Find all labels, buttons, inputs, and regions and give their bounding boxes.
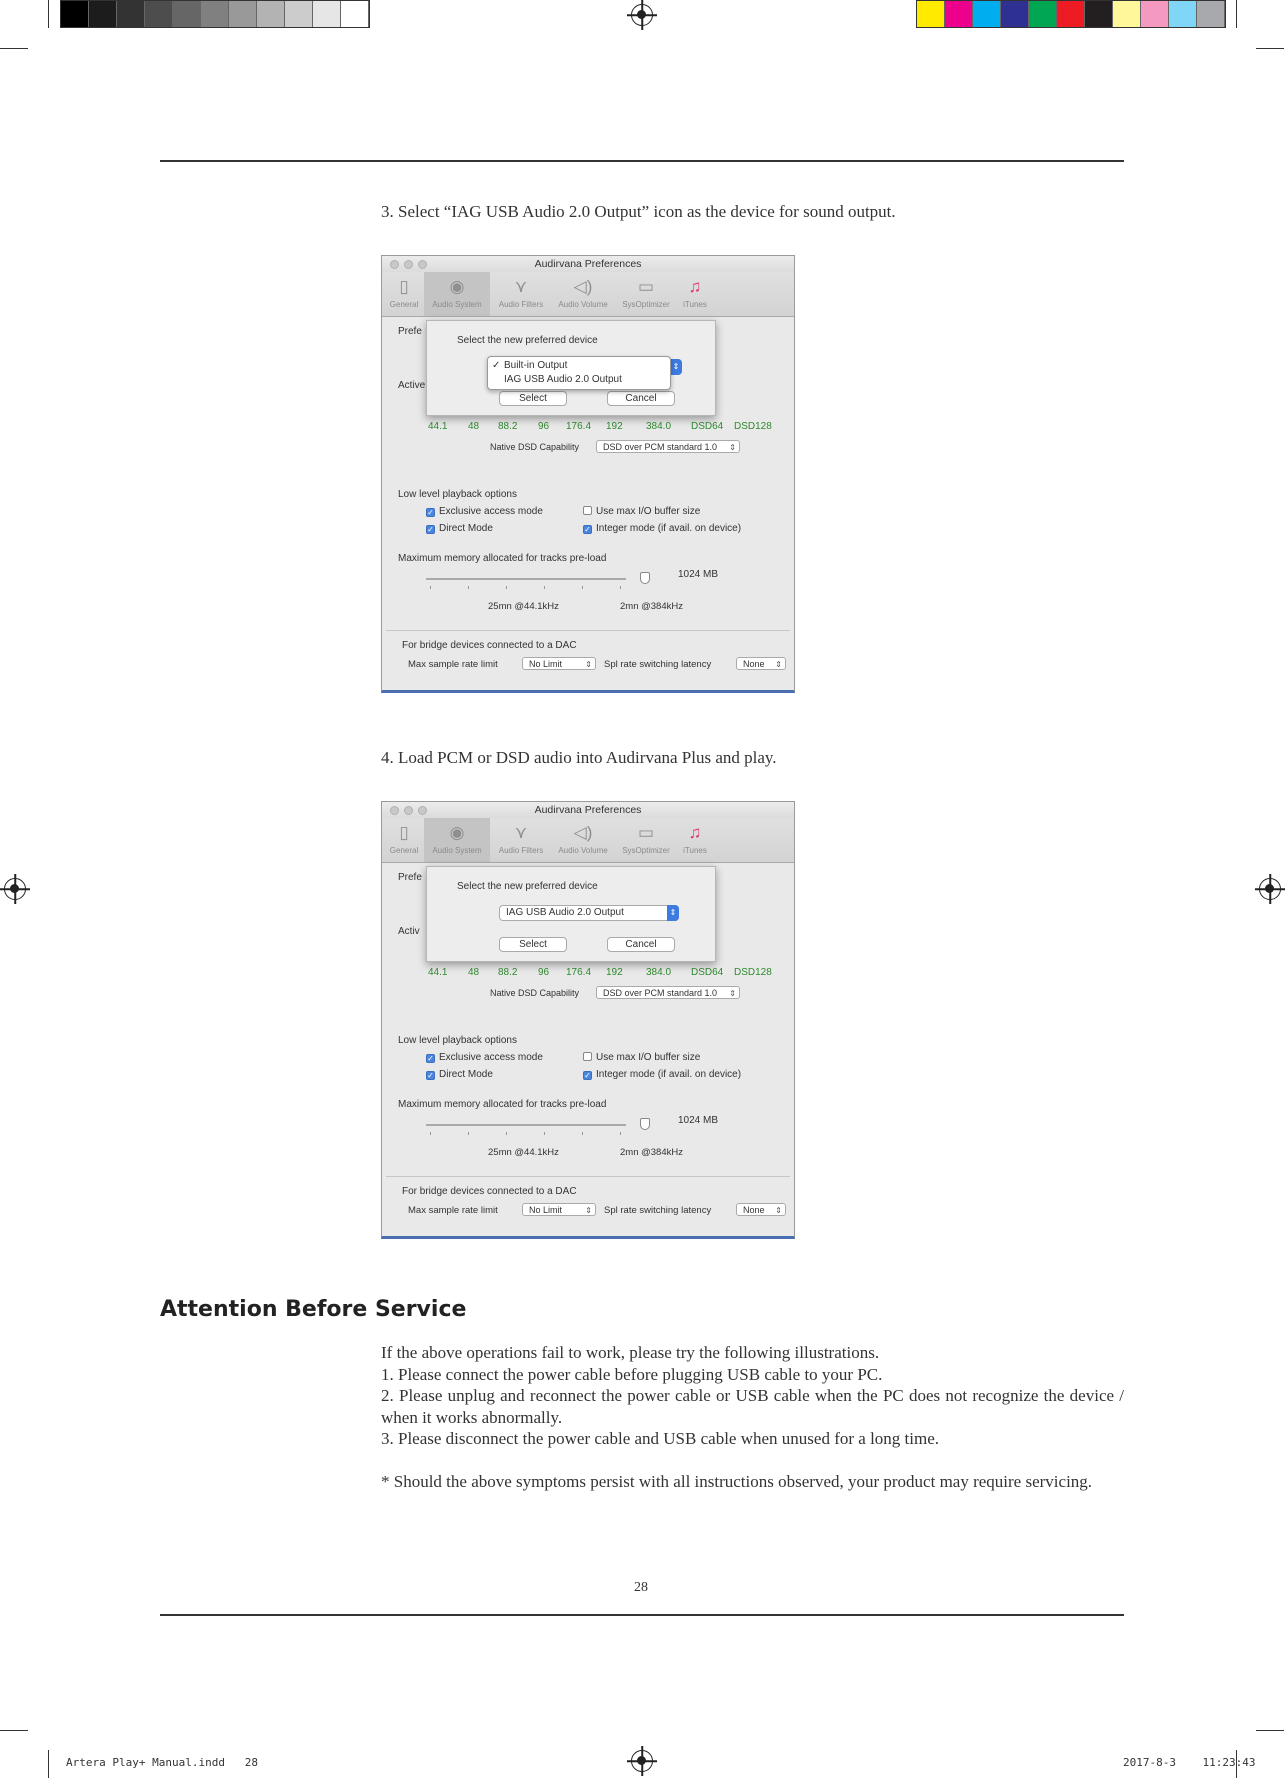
- color-swatch: [1001, 1, 1029, 27]
- page-number: 28: [634, 1580, 648, 1595]
- step4-text: 4. Load PCM or DSD audio into Audirvana Plus and play.: [381, 748, 777, 767]
- minimize-light[interactable]: [404, 806, 413, 815]
- color-swatch: [973, 1, 1001, 27]
- gray-swatch: [257, 1, 285, 27]
- rate-48: 48: [468, 421, 480, 432]
- general-icon: ▯: [399, 277, 409, 296]
- speaker-icon: ◉: [449, 823, 465, 842]
- memory-left-label: 25mn @44.1kHz: [488, 601, 559, 612]
- tab-audio-filters[interactable]: ⋎ Audio Filters: [498, 823, 544, 855]
- exclusive-checkbox[interactable]: ✓ Exclusive access mode: [427, 1052, 543, 1063]
- gray-swatch: [89, 1, 117, 27]
- minimize-light[interactable]: [404, 260, 413, 269]
- tab-general[interactable]: ▯ General: [389, 277, 419, 309]
- color-bar: [916, 0, 1226, 28]
- updown-icon: ⇕: [729, 989, 736, 998]
- menu-item-iag-usb[interactable]: IAG USB Audio 2.0 Output: [504, 374, 622, 385]
- tab-sysoptimizer[interactable]: ▭ SysOptimizer: [622, 823, 670, 855]
- rate-96: 96: [538, 967, 550, 978]
- crop-mark: [48, 0, 49, 28]
- cancel-button[interactable]: Cancel: [607, 391, 675, 406]
- crop-mark: [0, 1730, 28, 1731]
- rate-192: 192: [606, 421, 623, 432]
- close-light[interactable]: [390, 260, 399, 269]
- preferences-toolbar: [382, 272, 794, 317]
- registration-mark-top: [631, 4, 653, 26]
- window-controls[interactable]: [390, 260, 427, 269]
- crop-mark: [1256, 1730, 1284, 1731]
- latency-label: Spl rate switching latency: [604, 1205, 712, 1216]
- itunes-icon: ♫: [688, 823, 702, 842]
- attention-line: If the above operations fail to work, please try the following illustrations.: [381, 1343, 880, 1362]
- tab-audio-volume[interactable]: ◁) Audio Volume: [558, 823, 608, 855]
- rate-882: 88.2: [498, 967, 518, 978]
- memory-right-label: 2mn @384kHz: [620, 601, 683, 612]
- bottom-rule: [160, 1614, 1124, 1616]
- attention-line: 2. Please unplug and reconnect the power cable or USB cable when the PC does not recognize the device / when it works abnormally.: [381, 1386, 1124, 1427]
- active-label: Active: [398, 380, 426, 391]
- native-dsd-popup[interactable]: DSD over PCM standard 1.0 ⇕: [596, 986, 740, 999]
- rate-1764: 176.4: [566, 967, 592, 978]
- checkmark-icon: ✓: [492, 360, 501, 371]
- direct-mode-checkbox[interactable]: ✓ Direct Mode: [427, 523, 493, 534]
- dialog-title: Select the new preferred device: [457, 335, 598, 346]
- attention-line: 3. Please disconnect the power cable and USB cable when unused for a long time.: [381, 1429, 940, 1448]
- rate-441: 44.1: [428, 967, 448, 978]
- tab-audio-system[interactable]: ◉ Audio System: [424, 818, 490, 862]
- rate-882: 88.2: [498, 421, 518, 432]
- attention-heading: Attention Before Service: [160, 1297, 467, 1322]
- cancel-button[interactable]: Cancel: [607, 937, 675, 952]
- step3-text: 3. Select “IAG USB Audio 2.0 Output” icon as the device for sound output.: [381, 202, 896, 221]
- preferences-window-1: [381, 255, 795, 693]
- footer-file: Artera Play+ Manual.indd 28: [66, 1756, 259, 1769]
- low-level-label: Low level playback options: [398, 489, 517, 500]
- zoom-light[interactable]: [418, 806, 427, 815]
- gray-swatch: [145, 1, 173, 27]
- rate-3840: 384.0: [646, 421, 672, 432]
- tab-audio-system[interactable]: ◉ Audio System: [424, 272, 490, 316]
- updown-icon: ⇕: [667, 905, 679, 921]
- memory-left-label: 25mn @44.1kHz: [488, 1147, 559, 1158]
- crop-mark: [1256, 48, 1284, 49]
- updown-icon: ⇕: [775, 1206, 782, 1215]
- close-light[interactable]: [390, 806, 399, 815]
- checkbox-checked-icon: ✓: [584, 525, 591, 534]
- window-titlebar: [382, 802, 794, 818]
- separator: [386, 1176, 790, 1177]
- updown-icon: ⇕: [670, 359, 682, 375]
- rate-dsd64: DSD64: [691, 967, 724, 978]
- exclusive-checkbox[interactable]: ✓ Exclusive access mode: [427, 506, 543, 517]
- laptop-icon: ▭: [637, 277, 655, 296]
- updown-icon: ⇕: [775, 660, 782, 669]
- checkbox-unchecked-icon: [583, 1052, 592, 1061]
- latency-popup[interactable]: None ⇕: [736, 657, 786, 670]
- native-dsd-label: Native DSD Capability: [490, 442, 580, 452]
- color-swatch: [1141, 1, 1169, 27]
- preferred-label: Prefe: [398, 872, 422, 883]
- low-level-label: Low level playback options: [398, 1035, 517, 1046]
- color-swatch: [917, 1, 945, 27]
- gray-swatch: [313, 1, 341, 27]
- memory-label: Maximum memory allocated for tracks pre-load: [398, 1099, 607, 1110]
- attention-note: * Should the above symptoms persist with all instructions observed, your product may require servicing.: [381, 1472, 1093, 1491]
- volume-icon: ◁): [573, 277, 593, 296]
- filter-icon: ⋎: [514, 277, 528, 296]
- checkbox-checked-icon: ✓: [584, 1071, 591, 1080]
- native-dsd-popup[interactable]: DSD over PCM standard 1.0 ⇕: [596, 440, 740, 453]
- max-rate-popup[interactable]: No Limit ⇕: [522, 657, 596, 670]
- max-rate-label: Max sample rate limit: [408, 1205, 498, 1216]
- rate-1764: 176.4: [566, 421, 592, 432]
- color-swatch: [1085, 1, 1113, 27]
- color-swatch: [945, 1, 973, 27]
- memory-slider-track[interactable]: [426, 578, 626, 580]
- window-title: Audirvana Preferences: [534, 804, 642, 816]
- memory-slider-track[interactable]: [426, 1124, 626, 1126]
- rate-dsd128: DSD128: [734, 967, 772, 978]
- max-io-checkbox[interactable]: Use max I/O buffer size: [583, 1052, 700, 1063]
- integer-mode-checkbox[interactable]: ✓ Integer mode (if avail. on device): [584, 523, 742, 534]
- device-dropdown[interactable]: IAG USB Audio 2.0 Output ⇕: [499, 905, 679, 921]
- tab-itunes[interactable]: ♫ iTunes: [683, 277, 707, 309]
- bridge-label: For bridge devices connected to a DAC: [402, 1186, 577, 1197]
- attention-paragraph: [381, 1342, 1124, 1493]
- laptop-icon: ▭: [637, 823, 655, 842]
- preferences-window-2: [381, 801, 795, 1239]
- checkbox-checked-icon: ✓: [427, 525, 434, 534]
- footer-timestamp: 2017-8-3 11:23:43: [1123, 1756, 1256, 1769]
- tab-audio-filters[interactable]: ⋎ Audio Filters: [498, 277, 544, 309]
- memory-right-label: 2mn @384kHz: [620, 1147, 683, 1158]
- rate-3840: 384.0: [646, 967, 672, 978]
- gray-swatch: [173, 1, 201, 27]
- rate-dsd128: DSD128: [734, 421, 772, 432]
- tab-general[interactable]: ▯ General: [389, 823, 419, 855]
- gray-swatch: [341, 1, 369, 27]
- gray-swatch: [61, 1, 89, 27]
- select-button[interactable]: Select: [499, 937, 567, 952]
- color-swatch: [1113, 1, 1141, 27]
- direct-mode-checkbox[interactable]: ✓ Direct Mode: [427, 1069, 493, 1080]
- grayscale-bar: [60, 0, 370, 28]
- gray-swatch: [229, 1, 257, 27]
- memory-label: Maximum memory allocated for tracks pre-load: [398, 553, 607, 564]
- latency-popup[interactable]: None ⇕: [736, 1203, 786, 1216]
- color-swatch: [1197, 1, 1225, 27]
- max-io-checkbox[interactable]: Use max I/O buffer size: [583, 506, 700, 517]
- native-dsd-label: Native DSD Capability: [490, 988, 580, 998]
- bridge-label: For bridge devices connected to a DAC: [402, 640, 577, 651]
- rate-192: 192: [606, 967, 623, 978]
- integer-mode-checkbox[interactable]: ✓ Integer mode (if avail. on device): [584, 1069, 742, 1080]
- color-swatch: [1029, 1, 1057, 27]
- color-swatch: [1057, 1, 1085, 27]
- memory-slider-knob[interactable]: [640, 1118, 650, 1130]
- general-icon: ▯: [399, 823, 409, 842]
- preferred-label: Prefe: [398, 326, 422, 337]
- rate-96: 96: [538, 421, 550, 432]
- checkbox-checked-icon: ✓: [427, 1071, 434, 1080]
- checkbox-checked-icon: ✓: [427, 508, 434, 517]
- window-controls[interactable]: [390, 806, 427, 815]
- zoom-light[interactable]: [418, 260, 427, 269]
- rate-dsd64: DSD64: [691, 421, 724, 432]
- checkbox-unchecked-icon: [583, 506, 592, 515]
- top-rule: [160, 160, 1124, 162]
- itunes-icon: ♫: [688, 277, 702, 296]
- checkbox-checked-icon: ✓: [427, 1054, 434, 1063]
- menu-item-built-in[interactable]: ✓ Built-in Output: [492, 360, 568, 371]
- preferences-toolbar: [382, 818, 794, 863]
- rate-48: 48: [468, 967, 480, 978]
- crop-mark: [1236, 0, 1237, 28]
- crop-mark: [48, 1750, 49, 1778]
- window-title: Audirvana Preferences: [534, 258, 642, 270]
- volume-icon: ◁): [573, 823, 593, 842]
- updown-icon: ⇕: [585, 1206, 592, 1215]
- attention-line: 1. Please connect the power cable before plugging USB cable to your PC.: [381, 1364, 883, 1384]
- updown-icon: ⇕: [585, 660, 592, 669]
- filter-icon: ⋎: [514, 823, 528, 842]
- gray-swatch: [285, 1, 313, 27]
- tab-itunes[interactable]: ♫ iTunes: [683, 823, 707, 855]
- rate-441: 44.1: [428, 421, 448, 432]
- tab-audio-volume[interactable]: ◁) Audio Volume: [558, 277, 608, 309]
- separator: [386, 630, 790, 631]
- gray-swatch: [117, 1, 145, 27]
- registration-mark-bottom: [631, 1750, 653, 1772]
- latency-label: Spl rate switching latency: [604, 659, 712, 670]
- device-menu: [487, 356, 671, 390]
- color-swatch: [1169, 1, 1197, 27]
- memory-value: 1024 MB: [678, 1115, 719, 1126]
- registration-mark-left: [4, 878, 26, 900]
- crop-mark: [0, 48, 28, 49]
- memory-slider-knob[interactable]: [640, 572, 650, 584]
- registration-mark-right: [1259, 878, 1281, 900]
- speaker-icon: ◉: [449, 277, 465, 296]
- memory-value: 1024 MB: [678, 569, 719, 580]
- select-button[interactable]: Select: [499, 391, 567, 406]
- updown-icon: ⇕: [729, 443, 736, 452]
- active-label: Activ: [398, 926, 420, 937]
- window-titlebar: [382, 256, 794, 272]
- gray-swatch: [201, 1, 229, 27]
- tab-sysoptimizer[interactable]: ▭ SysOptimizer: [622, 277, 670, 309]
- max-rate-popup[interactable]: No Limit ⇕: [522, 1203, 596, 1216]
- select-device-dialog: [426, 866, 716, 962]
- max-rate-label: Max sample rate limit: [408, 659, 498, 670]
- dialog-title: Select the new preferred device: [457, 881, 598, 892]
